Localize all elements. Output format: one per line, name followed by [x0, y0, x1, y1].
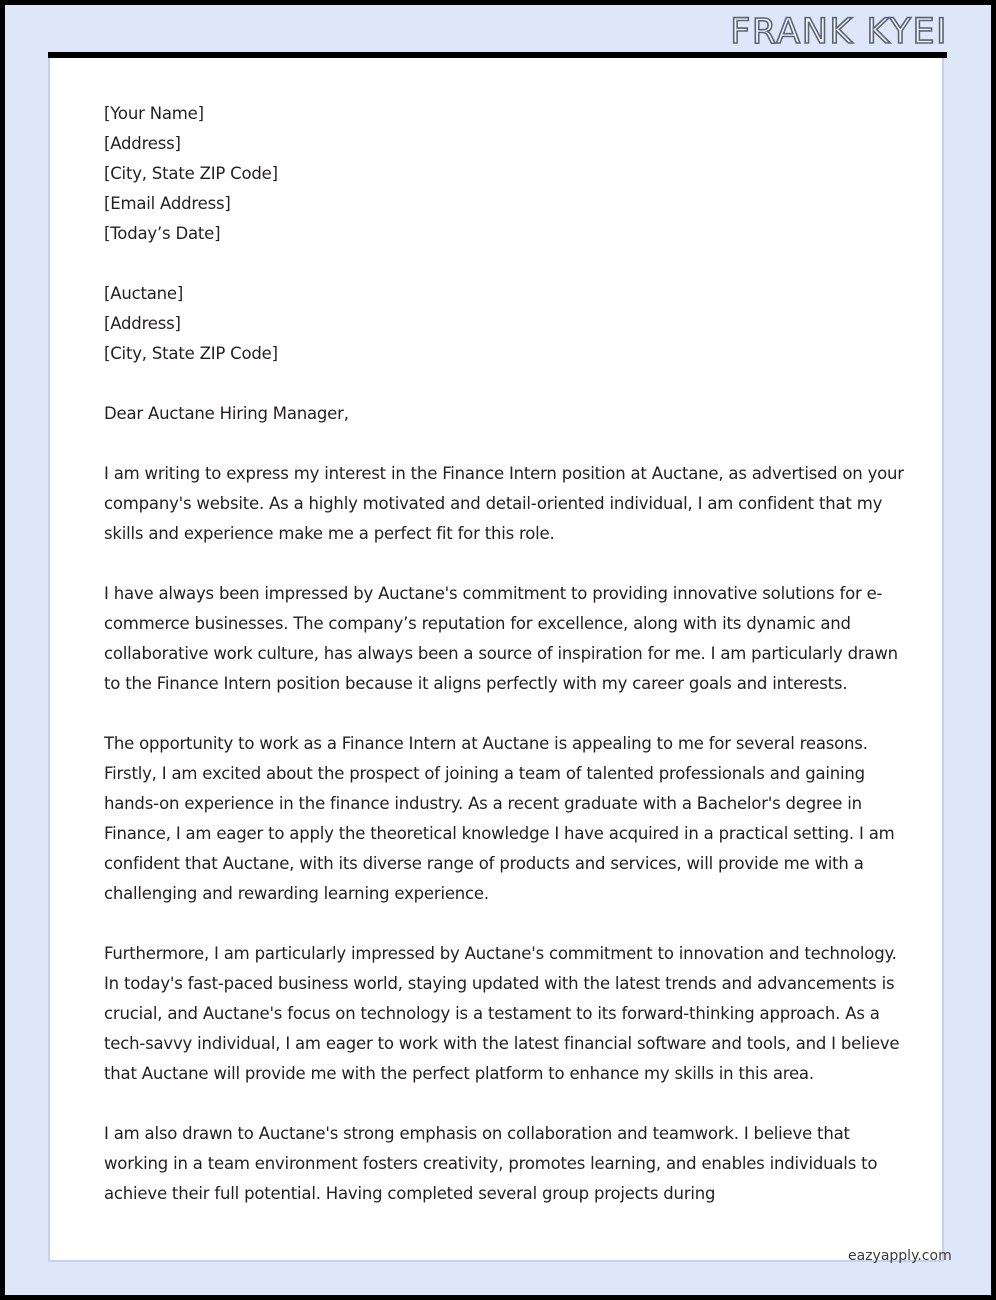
watermark: eazyapply.com	[848, 1248, 952, 1264]
salutation: Dear Auctane Hiring Manager,	[104, 404, 349, 423]
sender-line: [Email Address]	[104, 194, 231, 213]
recipient-line: [City, State ZIP Code]	[104, 344, 278, 363]
letter-paragraph: I have always been impressed by Auctane's commitment to providing innovative solutions for e-commerce businesses. The company’s reputation for excellence, along with its dynamic and collaborative work culture, has always been a source of inspiration for me. I am particularly drawn to the Finance Intern position because it aligns perfectly with my career goals and interests.	[104, 584, 898, 693]
page-title: FRANK KYEI	[730, 12, 948, 52]
document-canvas	[5, 5, 991, 1295]
letter-paragraph: The opportunity to work as a Finance Intern at Auctane is appealing to me for several reasons. Firstly, I am excited about the prospect of joining a team of talented professionals and gaining hands-on experience in the finance industry. As a recent graduate with a Bachelor's degree in Finance, I am eager to apply the theoretical knowledge I have acquired in a practical setting. I am confident that Auctane, with its diverse range of products and services, will provide me with a challenging and rewarding learning experience.	[104, 734, 895, 903]
letter-paragraph: I am writing to express my interest in the Finance Intern position at Auctane, as advertised on your company's website. As a highly motivated and detail-oriented individual, I am confident that my skills and experience make me a perfect fit for this role.	[104, 464, 904, 543]
sender-line: [Address]	[104, 134, 181, 153]
letter-paragraph: I am also drawn to Auctane's strong emphasis on collaboration and teamwork. I believe that working in a team environment fosters creativity, promotes learning, and enables individuals to achieve their full potential. Having completed several group projects during	[104, 1124, 878, 1203]
sender-address-block	[104, 99, 904, 249]
recipient-line: [Address]	[104, 314, 181, 333]
sender-line: [Today’s Date]	[104, 224, 221, 243]
recipient-address-block	[104, 279, 904, 369]
recipient-line: [Auctane]	[104, 284, 184, 303]
letter-body	[104, 99, 904, 1239]
sender-line: [Your Name]	[104, 104, 204, 123]
letter-paragraph: Furthermore, I am particularly impressed by Auctane's commitment to innovation and technology. In today's fast-paced business world, staying updated with the latest trends and advancements is crucial, and Auctane's focus on technology is a testament to its forward-thinking approach. As a tech-savvy individual, I am eager to work with the latest financial software and tools, and I believe that Auctane will provide me with the perfect platform to enhance my skills in this area.	[104, 944, 900, 1083]
sender-line: [City, State ZIP Code]	[104, 164, 278, 183]
header-band	[5, 5, 991, 52]
